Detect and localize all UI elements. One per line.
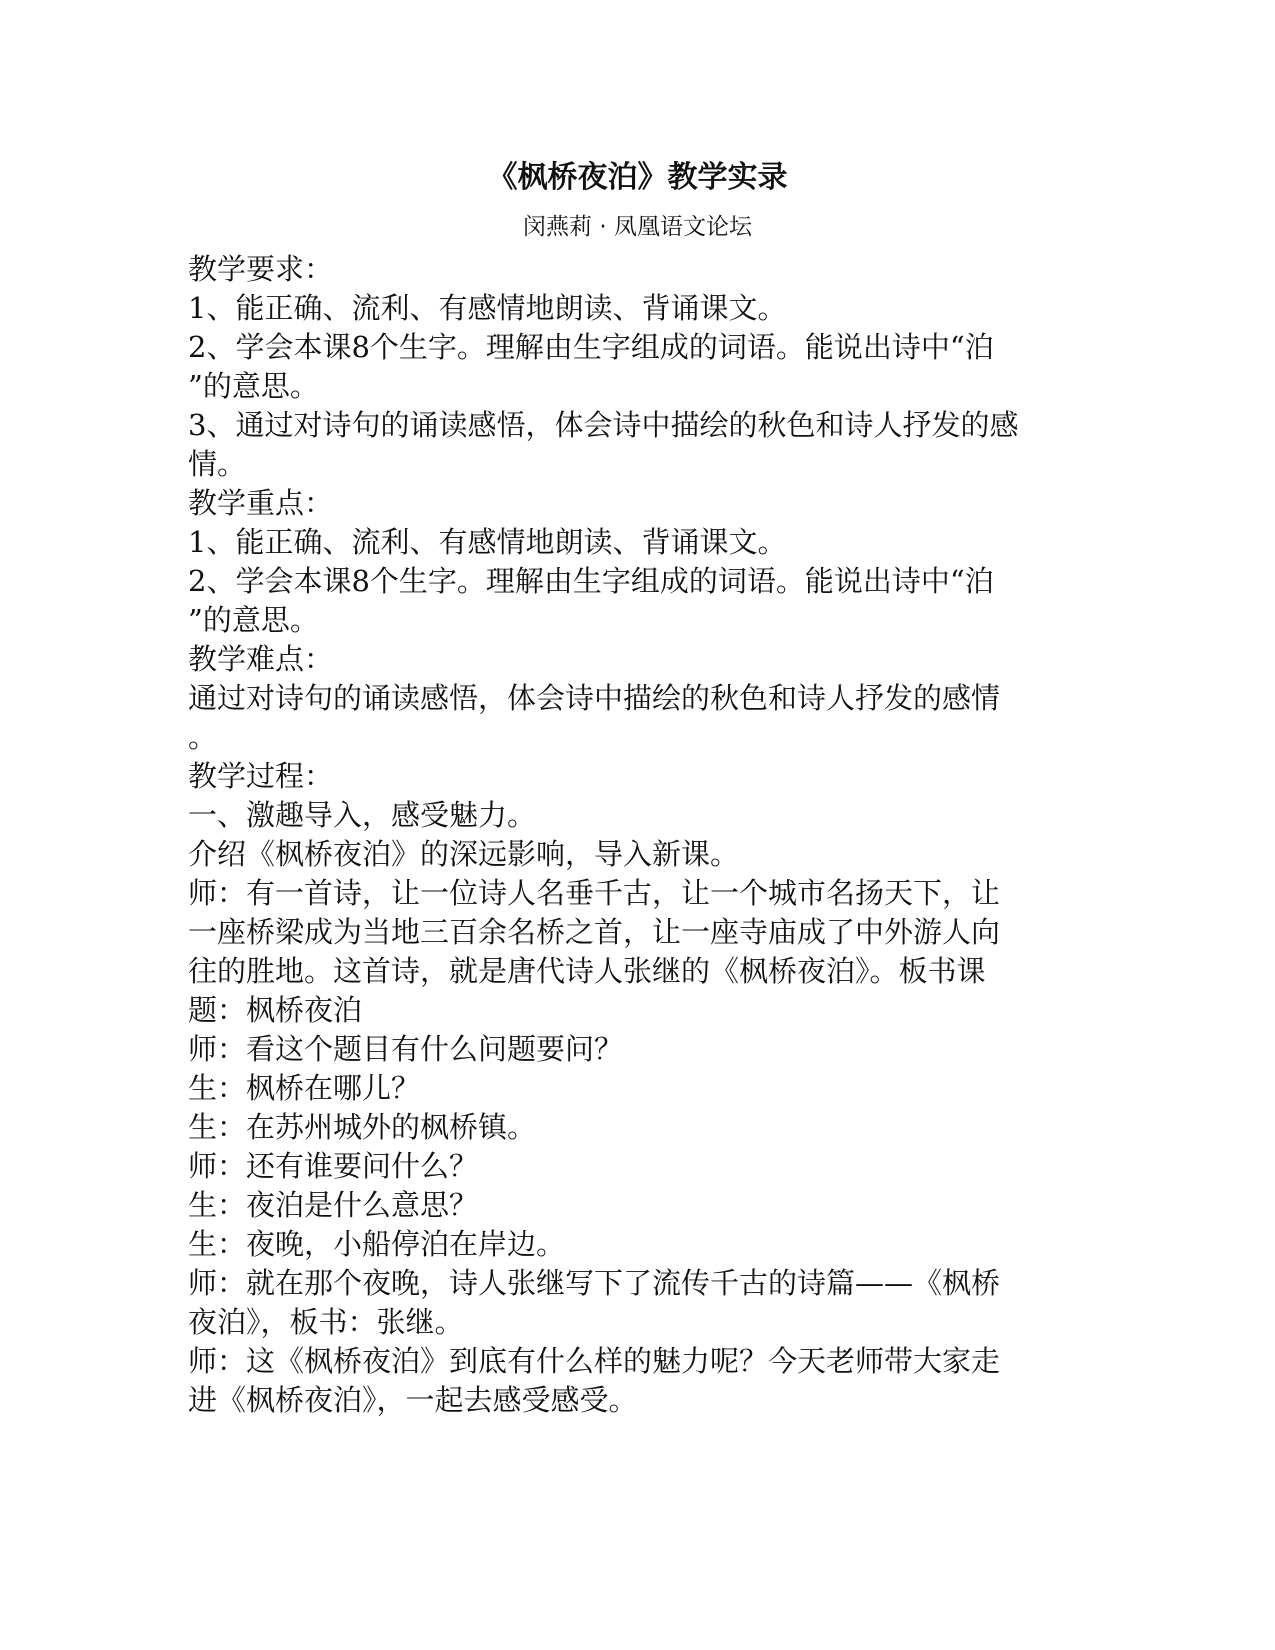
body-line: 师：看这个题目有什么问题要问？ bbox=[188, 1032, 624, 1066]
body-line: 师：有一首诗，让一位诗人名垂千古，让一个城市名扬天下，让 bbox=[188, 876, 1001, 910]
body-line: 2、学会本课8个生字。理解由生字组成的词语。能说出诗中“泊 bbox=[188, 564, 994, 598]
document-subtitle: 闵燕莉 · 凤凰语文论坛 bbox=[523, 214, 752, 240]
body-line: 情。 bbox=[188, 447, 247, 481]
body-line: 教学重点： bbox=[188, 486, 334, 520]
body-line: 教学难点： bbox=[188, 642, 334, 676]
body-line: 通过对诗句的诵读感悟，体会诗中描绘的秋色和诗人抒发的感情 bbox=[188, 681, 1001, 715]
body-line: 一、激趣导入，感受魅力。 bbox=[188, 798, 537, 832]
document-body bbox=[188, 250, 1088, 1420]
body-line: 3、通过对诗句的诵读感悟，体会诗中描绘的秋色和诗人抒发的感 bbox=[188, 408, 1019, 442]
body-line: 师：就在那个夜晚，诗人张继写下了流传千古的诗篇——《枫桥 bbox=[188, 1266, 1001, 1300]
body-line: 教学过程： bbox=[188, 759, 334, 793]
body-line: 一座桥梁成为当地三百余名桥之首，让一座寺庙成了中外游人向 bbox=[188, 915, 1001, 949]
body-line: 生：枫桥在哪儿？ bbox=[188, 1071, 421, 1105]
body-line: 往的胜地。这首诗，就是唐代诗人张继的《枫桥夜泊》。板书课 bbox=[188, 954, 986, 988]
body-line: 进《枫桥夜泊》，一起去感受感受。 bbox=[188, 1383, 638, 1417]
body-line: 2、学会本课8个生字。理解由生字组成的词语。能说出诗中“泊 bbox=[188, 330, 994, 364]
body-line: 介绍《枫桥夜泊》的深远影响，导入新课。 bbox=[188, 837, 740, 871]
document-title: 《枫桥夜泊》教学实录 bbox=[487, 160, 788, 195]
body-line: 夜泊》，板书：张继。 bbox=[188, 1305, 464, 1339]
body-line: 生：在苏州城外的枫桥镇。 bbox=[188, 1110, 537, 1144]
body-line: 1、能正确、流利、有感情地朗读、背诵课文。 bbox=[188, 291, 787, 325]
body-line: 1、能正确、流利、有感情地朗读、背诵课文。 bbox=[188, 525, 787, 559]
body-line: 师：这《枫桥夜泊》到底有什么样的魅力呢？今天老师带大家走 bbox=[188, 1344, 1001, 1378]
body-line: 。 bbox=[188, 720, 218, 754]
body-line: 教学要求： bbox=[188, 252, 334, 286]
body-line: 生：夜泊是什么意思？ bbox=[188, 1188, 479, 1222]
body-line: ”的意思。 bbox=[188, 369, 319, 403]
body-line: 题：枫桥夜泊 bbox=[188, 993, 363, 1027]
body-line: 生：夜晚，小船停泊在岸边。 bbox=[188, 1227, 566, 1261]
body-line: 师：还有谁要问什么？ bbox=[188, 1149, 479, 1183]
body-line: ”的意思。 bbox=[188, 603, 319, 637]
